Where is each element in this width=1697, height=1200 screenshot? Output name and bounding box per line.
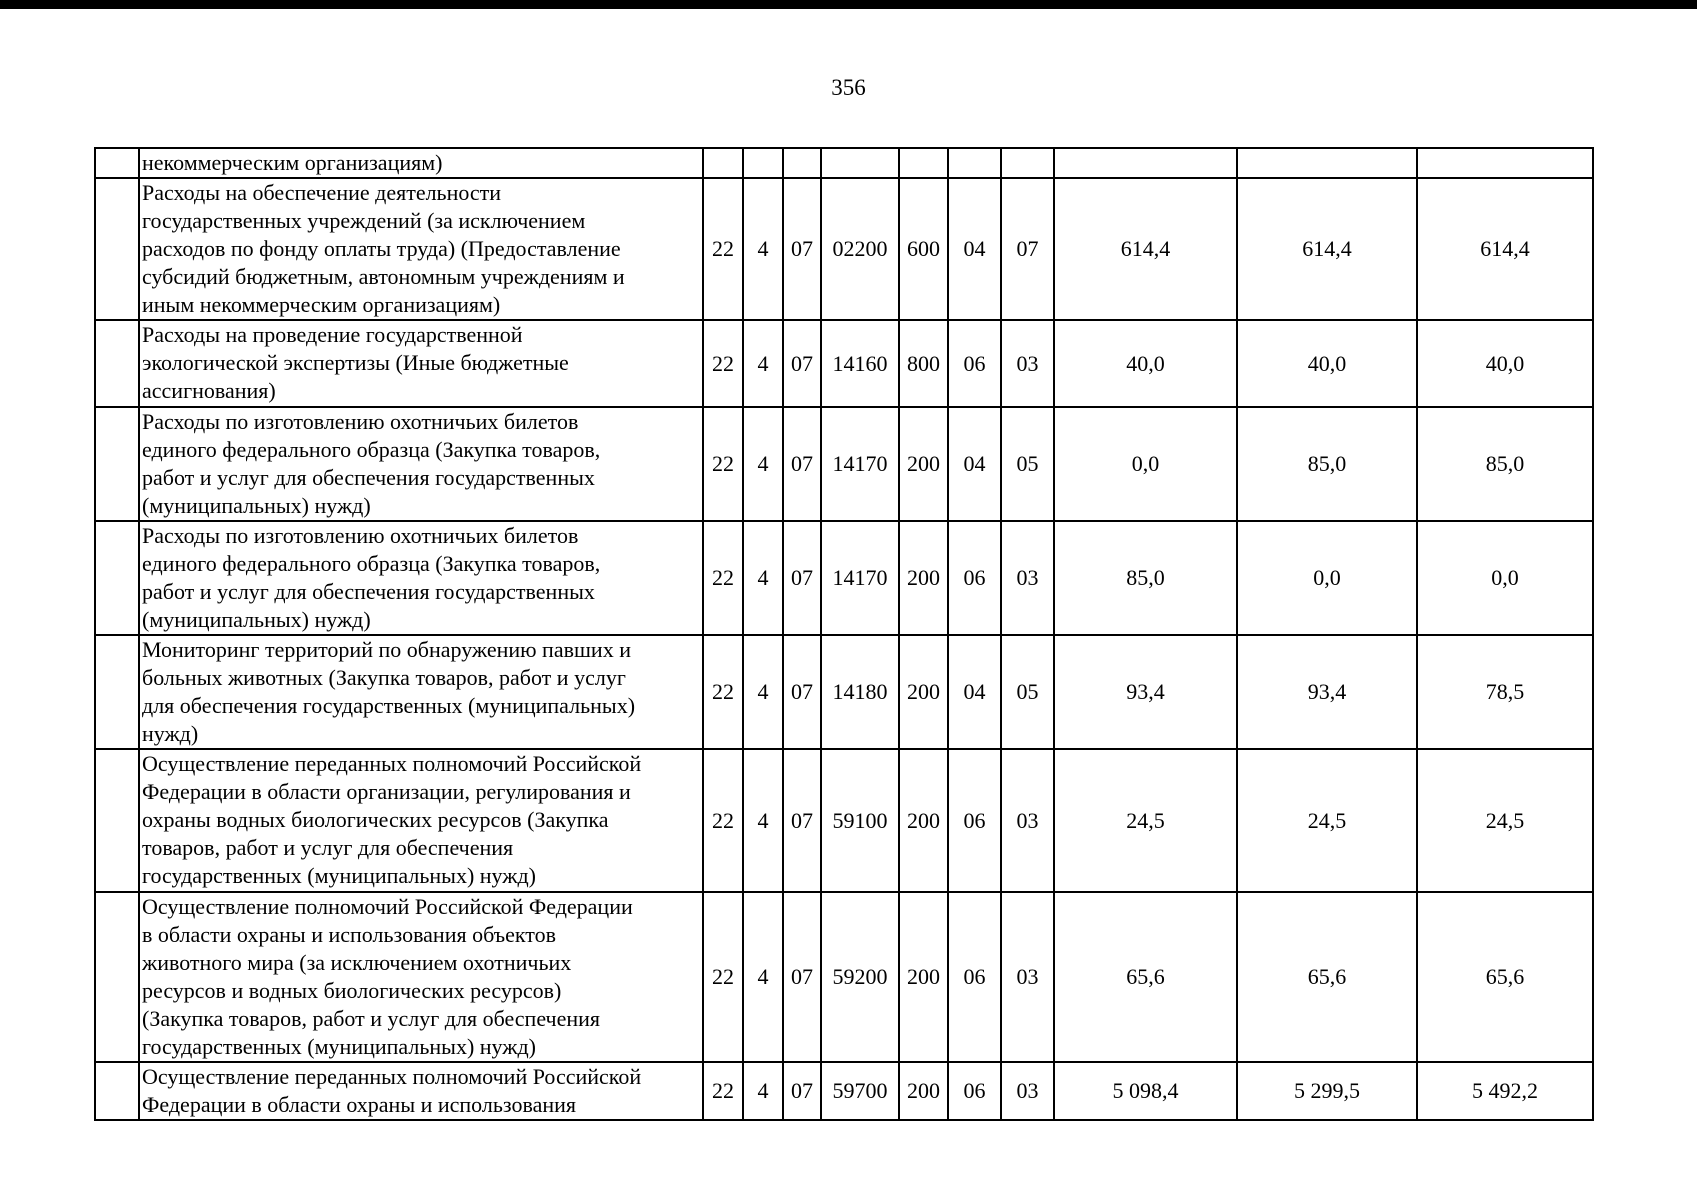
code-ministry-cell: 22: [703, 407, 743, 521]
amount-year2-cell: 93,4: [1237, 635, 1417, 749]
amount-year3-cell: 5 492,2: [1417, 1062, 1593, 1120]
amount-year3-cell: 614,4: [1417, 178, 1593, 320]
code-expense-type-cell: 200: [899, 749, 948, 892]
expense-name-cell: некоммерческим организациям): [139, 148, 703, 178]
code-section-cell: 04: [948, 178, 1001, 320]
row-index-cell: [95, 1062, 139, 1120]
amount-year3-cell: [1417, 148, 1593, 178]
code-subprogram-cell: 07: [783, 178, 821, 320]
amount-year1-cell: 85,0: [1054, 521, 1237, 635]
code-program-cell: [743, 148, 783, 178]
expense-name-cell: Мониторинг территорий по обнаружению павших и больных животных (Закупка товаров, работ и услуг для обеспечения государственных (муниципальных) нужд): [139, 635, 703, 749]
table-row: [95, 178, 1593, 320]
amount-year1-cell: 5 098,4: [1054, 1062, 1237, 1120]
code-expense-type-cell: 200: [899, 1062, 948, 1120]
row-index-cell: [95, 892, 139, 1062]
code-expense-type-cell: 200: [899, 521, 948, 635]
amount-year2-cell: 65,6: [1237, 892, 1417, 1062]
amount-year2-cell: 40,0: [1237, 320, 1417, 407]
code-expense-type-cell: 800: [899, 320, 948, 407]
row-index-cell: [95, 749, 139, 892]
code-section-cell: 06: [948, 1062, 1001, 1120]
code-subprogram-cell: 07: [783, 749, 821, 892]
table-row: [95, 749, 1593, 892]
table-row: [95, 521, 1593, 635]
code-section-cell: 06: [948, 320, 1001, 407]
code-ministry-cell: 22: [703, 320, 743, 407]
amount-year2-cell: 0,0: [1237, 521, 1417, 635]
table-row: [95, 148, 1593, 178]
code-program-cell: 4: [743, 320, 783, 407]
table-row: [95, 407, 1593, 521]
amount-year2-cell: [1237, 148, 1417, 178]
table-row: [95, 635, 1593, 749]
code-direction-cell: 59700: [821, 1062, 899, 1120]
code-direction-cell: [821, 148, 899, 178]
code-direction-cell: 14170: [821, 407, 899, 521]
amount-year2-cell: 614,4: [1237, 178, 1417, 320]
table-row: [95, 892, 1593, 1062]
code-ministry-cell: 22: [703, 521, 743, 635]
code-program-cell: 4: [743, 892, 783, 1062]
row-index-cell: [95, 178, 139, 320]
amount-year1-cell: 0,0: [1054, 407, 1237, 521]
code-ministry-cell: 22: [703, 892, 743, 1062]
expense-name-cell: Осуществление полномочий Российской Федерации в области охраны и использования объектов животного мира (за исключением охотничьих ресурсов и водных биологических ресурсов) (Закупка товаров, работ и услуг для обеспечения государственных (муниципальных) нужд): [139, 892, 703, 1062]
code-program-cell: 4: [743, 407, 783, 521]
code-ministry-cell: 22: [703, 1062, 743, 1120]
code-subprogram-cell: [783, 148, 821, 178]
code-direction-cell: 14170: [821, 521, 899, 635]
code-subprogram-cell: 07: [783, 892, 821, 1062]
code-program-cell: 4: [743, 521, 783, 635]
row-index-cell: [95, 148, 139, 178]
code-subsection-cell: 03: [1001, 521, 1054, 635]
code-subsection-cell: 05: [1001, 635, 1054, 749]
amount-year2-cell: 24,5: [1237, 749, 1417, 892]
code-subsection-cell: 03: [1001, 1062, 1054, 1120]
code-ministry-cell: 22: [703, 178, 743, 320]
amount-year3-cell: 40,0: [1417, 320, 1593, 407]
code-subprogram-cell: 07: [783, 521, 821, 635]
code-program-cell: 4: [743, 1062, 783, 1120]
code-section-cell: 06: [948, 521, 1001, 635]
amount-year3-cell: 85,0: [1417, 407, 1593, 521]
page-number: 356: [831, 75, 866, 100]
code-direction-cell: 02200: [821, 178, 899, 320]
code-subsection-cell: 07: [1001, 178, 1054, 320]
amount-year2-cell: 5 299,5: [1237, 1062, 1417, 1120]
code-section-cell: 04: [948, 407, 1001, 521]
row-index-cell: [95, 320, 139, 407]
code-section-cell: 06: [948, 749, 1001, 892]
code-expense-type-cell: 200: [899, 892, 948, 1062]
code-expense-type-cell: 600: [899, 178, 948, 320]
amount-year3-cell: 24,5: [1417, 749, 1593, 892]
expense-name-cell: Осуществление переданных полномочий Российской Федерации в области охраны и использования: [139, 1062, 703, 1120]
code-subsection-cell: 03: [1001, 320, 1054, 407]
code-subsection-cell: 05: [1001, 407, 1054, 521]
amount-year3-cell: 78,5: [1417, 635, 1593, 749]
code-program-cell: 4: [743, 635, 783, 749]
code-subprogram-cell: 07: [783, 320, 821, 407]
code-program-cell: 4: [743, 178, 783, 320]
code-expense-type-cell: 200: [899, 407, 948, 521]
code-direction-cell: 59200: [821, 892, 899, 1062]
expense-name-cell: Расходы на обеспечение деятельности государственных учреждений (за исключением расходов по фонду оплаты труда) (Предоставление субсидий бюджетным, автономным учреждениям и иным некоммерческим организациям): [139, 178, 703, 320]
code-direction-cell: 14180: [821, 635, 899, 749]
amount-year1-cell: 93,4: [1054, 635, 1237, 749]
code-subprogram-cell: 07: [783, 407, 821, 521]
code-program-cell: 4: [743, 749, 783, 892]
code-subsection-cell: [1001, 148, 1054, 178]
code-direction-cell: 14160: [821, 320, 899, 407]
row-index-cell: [95, 635, 139, 749]
code-ministry-cell: 22: [703, 635, 743, 749]
code-subprogram-cell: 07: [783, 1062, 821, 1120]
code-subprogram-cell: 07: [783, 635, 821, 749]
row-index-cell: [95, 521, 139, 635]
code-direction-cell: 59100: [821, 749, 899, 892]
amount-year3-cell: 0,0: [1417, 521, 1593, 635]
amount-year2-cell: 85,0: [1237, 407, 1417, 521]
expense-name-cell: Расходы на проведение государственной экологической экспертизы (Иные бюджетные ассигнования): [139, 320, 703, 407]
code-ministry-cell: [703, 148, 743, 178]
code-ministry-cell: 22: [703, 749, 743, 892]
code-subsection-cell: 03: [1001, 749, 1054, 892]
code-section-cell: 06: [948, 892, 1001, 1062]
table-row: [95, 1062, 1593, 1120]
code-subsection-cell: 03: [1001, 892, 1054, 1062]
amount-year3-cell: 65,6: [1417, 892, 1593, 1062]
amount-year1-cell: [1054, 148, 1237, 178]
amount-year1-cell: 24,5: [1054, 749, 1237, 892]
amount-year1-cell: 40,0: [1054, 320, 1237, 407]
row-index-cell: [95, 407, 139, 521]
expense-name-cell: Расходы по изготовлению охотничьих билетов единого федерального образца (Закупка товаров, работ и услуг для обеспечения государственных (муниципальных) нужд): [139, 521, 703, 635]
budget-table: [94, 147, 1594, 1121]
code-expense-type-cell: [899, 148, 948, 178]
code-expense-type-cell: 200: [899, 635, 948, 749]
amount-year1-cell: 65,6: [1054, 892, 1237, 1062]
expense-name-cell: Расходы по изготовлению охотничьих билетов единого федерального образца (Закупка товаров, работ и услуг для обеспечения государственных (муниципальных) нужд): [139, 407, 703, 521]
expense-name-cell: Осуществление переданных полномочий Российской Федерации в области организации, регулирования и охраны водных биологических ресурсов (Закупка товаров, работ и услуг для обеспечения государственных (муниципальных) нужд): [139, 749, 703, 892]
code-section-cell: 04: [948, 635, 1001, 749]
code-section-cell: [948, 148, 1001, 178]
amount-year1-cell: 614,4: [1054, 178, 1237, 320]
top-border-rule: [0, 0, 1697, 9]
table-row: [95, 320, 1593, 407]
